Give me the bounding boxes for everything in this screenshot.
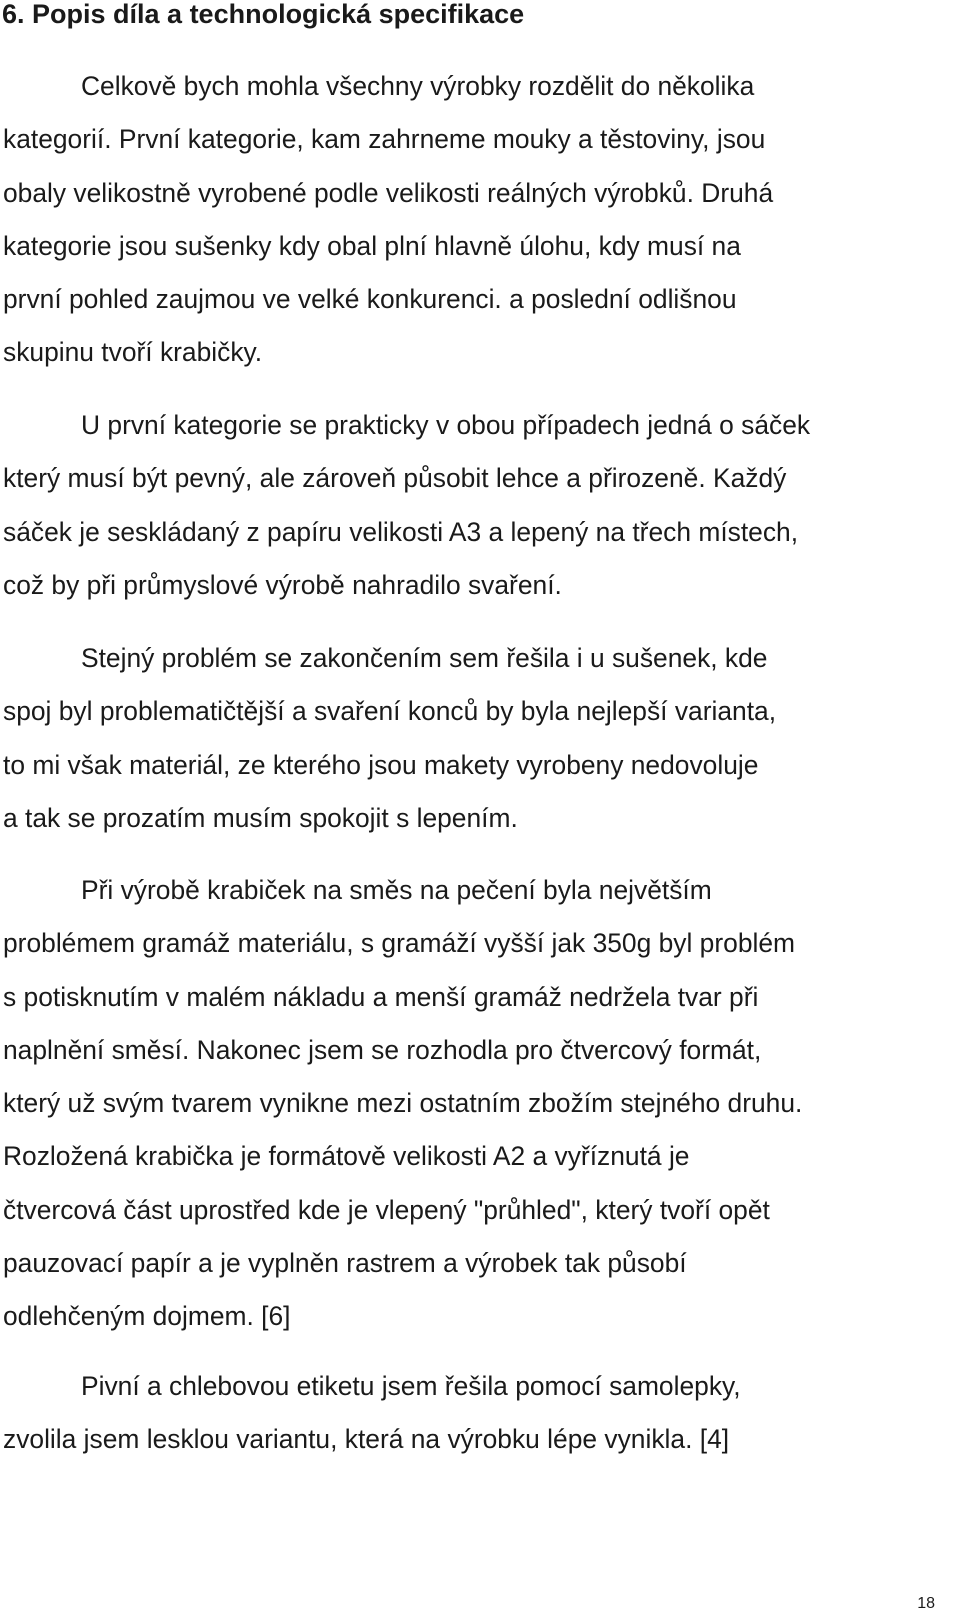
paragraph-line: který už svým tvarem vynikne mezi ostatním zbožím stejného druhu. bbox=[3, 1088, 803, 1119]
paragraph-line: kategorie jsou sušenky kdy obal plní hlavně úlohu, kdy musí na bbox=[3, 230, 741, 261]
paragraph-line: první pohled zaujmou ve velké konkurenci. a poslední odlišnou bbox=[3, 284, 737, 315]
paragraph-line: zvolila jsem lesklou variantu, která na výrobku lépe vynikla. [4] bbox=[3, 1424, 730, 1455]
paragraph-4 bbox=[3, 864, 802, 1344]
paragraph-line: spoj byl problematičtější a svaření konců by byla nejlepší varianta, bbox=[3, 696, 777, 727]
page-number: 18 bbox=[917, 1595, 935, 1612]
paragraph-1 bbox=[3, 60, 773, 380]
paragraph-line: Stejný problém se zakončením sem řešila i u sušenek, kde bbox=[81, 643, 768, 673]
paragraph-line: Rozložená krabička je formátově velikosti A2 a vyříznutá je bbox=[3, 1141, 690, 1172]
paragraph-line: pauzovací papír a je vyplněn rastrem a výrobek tak působí bbox=[3, 1248, 687, 1279]
paragraph-line: Pivní a chlebovou etiketu jsem řešila pomocí samolepky, bbox=[81, 1371, 741, 1401]
paragraph-line: Při výrobě krabiček na směs na pečení byla největším bbox=[81, 875, 712, 905]
paragraph-line: naplnění směsí. Nakonec jsem se rozhodla pro čtvercový formát, bbox=[3, 1034, 762, 1065]
paragraph-line: to mi však materiál, ze kterého jsou makety vyrobeny nedovoluje bbox=[3, 749, 759, 780]
paragraph-line: obaly velikostně vyrobené podle velikosti reálných výrobků. Druhá bbox=[3, 177, 774, 208]
paragraph-line: U první kategorie se prakticky v obou případech jedná o sáček bbox=[81, 410, 811, 440]
paragraph-line: sáček je seskládaný z papíru velikosti A3 a lepený na třech místech, bbox=[3, 516, 799, 547]
paragraph-line: který musí být pevný, ale zároveň působit lehce a přirozeně. Každý bbox=[3, 463, 787, 494]
paragraph-2 bbox=[3, 399, 810, 612]
paragraph-line: s potisknutím v malém nákladu a menší gramáž nedržela tvar při bbox=[3, 981, 759, 1012]
paragraph-line: Celkově bych mohla všechny výrobky rozdělit do několika bbox=[81, 71, 755, 101]
paragraph-line: a tak se prozatím musím spokojit s lepením. bbox=[3, 802, 518, 833]
paragraph-line: čtvercová část uprostřed kde je vlepený "průhled", který tvoří opět bbox=[3, 1194, 770, 1225]
section-heading: 6. Popis díla a technologická specifikace bbox=[2, 0, 525, 29]
paragraph-line: skupinu tvoří krabičky. bbox=[3, 337, 263, 368]
paragraph-line: kategorií. První kategorie, kam zahrneme mouky a těstoviny, jsou bbox=[3, 124, 766, 155]
paragraph-line: odlehčeným dojmem. [6] bbox=[3, 1301, 291, 1332]
paragraph-3 bbox=[3, 632, 776, 845]
paragraph-line: problémem gramáž materiálu, s gramáží vyšší jak 350g byl problém bbox=[3, 928, 796, 959]
paragraph-5 bbox=[3, 1360, 741, 1467]
paragraph-line: což by při průmyslové výrobě nahradilo svaření. bbox=[3, 569, 562, 600]
